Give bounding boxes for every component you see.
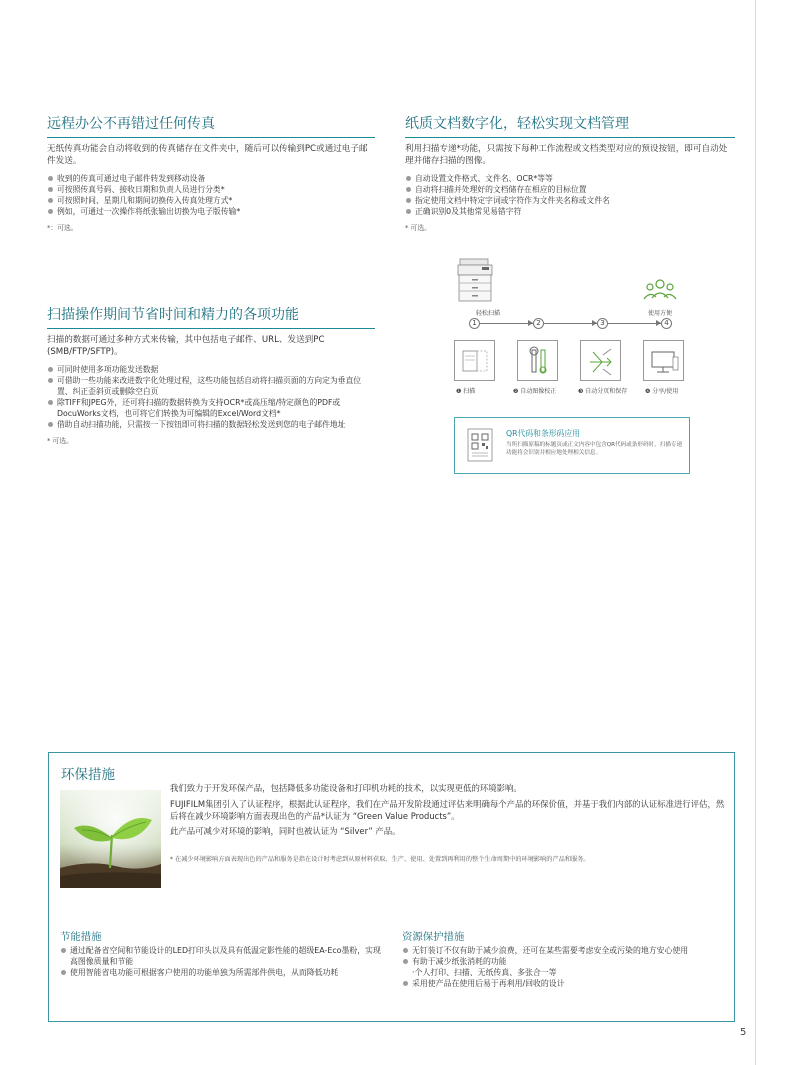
list-item: 收到的传真可通过电子邮件转发到移动设备 bbox=[47, 173, 375, 184]
image-correction-tile bbox=[517, 340, 558, 381]
document-scan-icon bbox=[455, 341, 496, 382]
step-node-3: 3 bbox=[597, 318, 608, 329]
step-caption-4: ❹ 分享/使用 bbox=[645, 388, 679, 395]
list-item: 可同时使用多项功能发送数据 bbox=[47, 364, 375, 375]
qr-info-box bbox=[454, 417, 690, 474]
page-edge-rule bbox=[755, 0, 756, 1065]
seedling-photo bbox=[60, 790, 161, 888]
list-item: 自动将扫描并处理好的文档储存在相应的目标位置 bbox=[405, 184, 735, 195]
list-item: 使用智能省电功能可根据客户使用的功能单独为所需部件供电，从而降低功耗 bbox=[60, 967, 385, 978]
resource-title: 资源保护措施 bbox=[402, 931, 465, 943]
qr-description: 当所扫描原稿的标题页或正文内容中包含QR代码或条形码时，扫描专递功能将会识别并相应地处理相关信息。 bbox=[506, 442, 683, 456]
fax-note: *：可选。 bbox=[47, 224, 78, 232]
eco-paragraph: 我们致力于开发环保产品，包括降低多功能设备和打印机功耗的技术，以实现更低的环境影响。 bbox=[170, 783, 522, 793]
eco-description bbox=[170, 783, 725, 838]
wrench-icon bbox=[518, 341, 559, 382]
step-caption-2: ❷ 自动图像校正 bbox=[513, 388, 557, 395]
scan-features-intro: 扫描的数据可通过多种方式来传输，其中包括电子邮件、URL、发送到PC (SMB/FTP/SFTP)。 bbox=[47, 335, 325, 357]
step-node-1: 1 bbox=[469, 318, 480, 329]
eco-paragraph: 此产品可减少对环境的影响，同时也被认证为 “Silver” 产品。 bbox=[170, 826, 401, 837]
list-item: 可按照时间、星期几和期间切换传入传真处理方式* bbox=[47, 195, 375, 206]
list-item: 除TIFF和JPEG外，还可将扫描的数据转换为支持OCR*或高压缩/特定颜色的PDF或DocuWorks文档，也可将它们转换为可编辑的Excel/Word文档* bbox=[47, 397, 375, 419]
digitize-note: * 可选。 bbox=[405, 224, 431, 232]
scan-workflow-diagram bbox=[452, 255, 692, 475]
step-node-2: 2 bbox=[533, 318, 544, 329]
resource-sub-item: ·个人打印、扫描、无纸传真、多张合一等 bbox=[412, 968, 557, 977]
digitize-title: 纸质文档数字化，轻松实现文档管理 bbox=[405, 115, 735, 138]
eco-title: 环保措施 bbox=[61, 767, 115, 783]
list-item: 自动设置文件格式、文件名、OCR*等等 bbox=[405, 173, 735, 184]
list-item: 例如，可通过一次操作将纸张输出切换为电子版传输* bbox=[47, 206, 375, 217]
list-item: 无钉装订不仅有助于减少浪费，还可在某些需要考虑安全或污染的地方安心使用 bbox=[402, 945, 724, 956]
fax-bullets bbox=[47, 173, 375, 217]
eco-paragraph: FUJIFILM集团引入了认证程序，根据此认证程序，我们在产品开发阶段通过评估来明确每个产品的环保价值，并基于我们内部的认证标准进行评估，然后将在减少环境影响方面表现出色的产品*认证为 “Green Value Products”。 bbox=[170, 798, 725, 821]
split-save-icon bbox=[581, 341, 622, 382]
list-item: 可按照传真号码、接收日期和负责人员进行分类* bbox=[47, 184, 375, 195]
seedling-icon bbox=[60, 790, 161, 888]
digitize-intro: 利用扫描专递*功能，只需按下每种工作流程或文档类型对应的预设按钮，即可自动处理并储存扫描的图像。 bbox=[405, 144, 728, 166]
scan-features-title: 扫描操作期间节省时间和精力的各项功能 bbox=[47, 306, 375, 329]
step-caption-1: ❶ 扫描 bbox=[456, 388, 476, 395]
auto-save-tile bbox=[580, 340, 621, 381]
digitize-section bbox=[405, 115, 735, 232]
easy-use-label: 使用方便 bbox=[648, 310, 673, 317]
energy-title: 节能措施 bbox=[60, 931, 102, 943]
scan-tile bbox=[454, 340, 495, 381]
list-item: 指定使用文档中特定字词或字符作为文件夹名称或文件名 bbox=[405, 195, 735, 206]
resource-column bbox=[402, 941, 724, 989]
resource-bullets-more bbox=[402, 978, 724, 989]
energy-bullets bbox=[60, 945, 385, 978]
list-item: 可借助一些功能来改进数字化处理过程，这些功能包括自动将扫描页面的方向定为垂直位置、纠正歪斜页或删除空白页 bbox=[47, 375, 375, 397]
list-item: 正确识别0及其他常见易错字符 bbox=[405, 206, 735, 217]
flow-connector bbox=[477, 323, 667, 324]
people-share-icon bbox=[642, 277, 678, 301]
list-item: 采用使产品在使用后易于再利用/回收的设计 bbox=[402, 978, 724, 989]
qr-title: QR代码和条形码应用 bbox=[506, 429, 580, 438]
page-number: 5 bbox=[740, 1027, 747, 1038]
step-caption-3: ❸ 自动分页和保存 bbox=[578, 388, 628, 395]
printer-icon bbox=[456, 257, 494, 303]
eco-measures-box bbox=[48, 752, 735, 1022]
fax-title: 远程办公不再错过任何传真 bbox=[47, 115, 375, 138]
list-item: 通过配备省空间和节能设计的LED打印头以及具有低温定影性能的超级EA-Eco墨粉，实现高图像质量和节能 bbox=[60, 945, 385, 967]
share-use-tile bbox=[643, 340, 684, 381]
easy-scan-label: 轻松扫描 bbox=[476, 310, 501, 317]
eco-note: * 在减少环境影响方面表现出色的产品和服务是指在设计时考虑到从原材料获取、生产、使用、处置到再利用的整个生命周期中的环境影响的产品和服务。 bbox=[170, 856, 590, 863]
monitor-icon bbox=[644, 341, 685, 382]
scan-features-bullets bbox=[47, 364, 375, 430]
qr-code-icon bbox=[467, 428, 493, 462]
step-node-4: 4 bbox=[661, 318, 672, 329]
resource-bullets bbox=[402, 945, 724, 967]
list-item: 有助于减少纸张消耗的功能 bbox=[402, 956, 724, 967]
list-item: 借助自动扫描功能，只需按一下按钮即可将扫描的数据轻松发送到您的电子邮件地址 bbox=[47, 419, 375, 430]
fax-intro: 无纸传真功能会自动将收到的传真储存在文件夹中，随后可以传输到PC或通过电子邮件发送。 bbox=[47, 144, 368, 166]
energy-column bbox=[60, 941, 385, 978]
fax-section bbox=[47, 115, 375, 232]
scan-features-note: * 可选。 bbox=[47, 437, 73, 445]
digitize-bullets bbox=[405, 173, 735, 217]
scan-features-section bbox=[47, 306, 375, 445]
